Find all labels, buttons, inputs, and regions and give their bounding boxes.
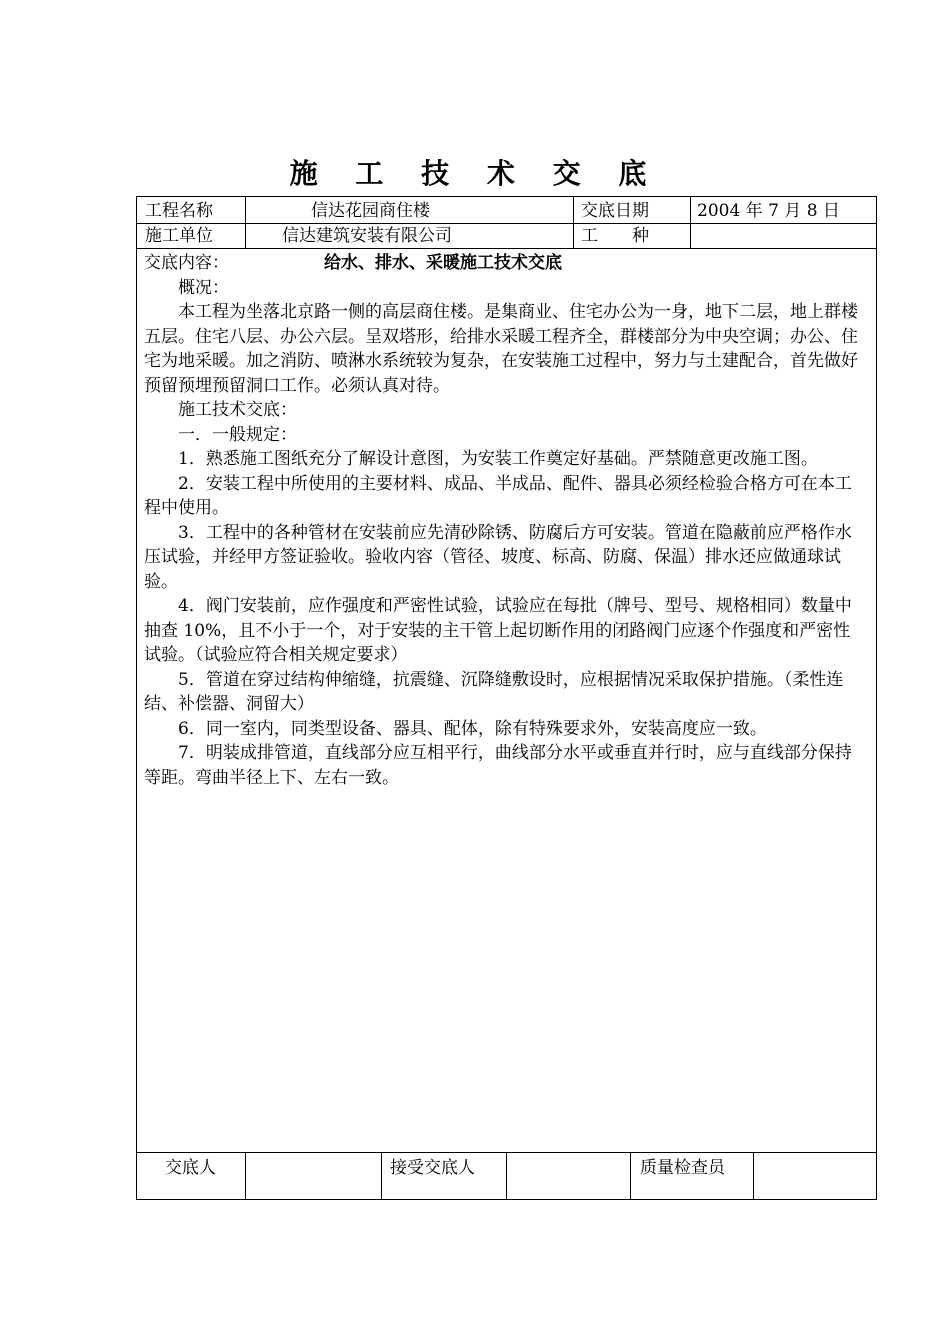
content-label: 交底内容：: [144, 253, 229, 273]
footer-col-2: [381, 1152, 382, 1200]
content-heading: 给水、排水、采暖施工技术交底: [324, 253, 562, 273]
row-divider-2: [136, 248, 877, 249]
footer-col-3: [506, 1152, 507, 1200]
tech-title: 施工技术交底：: [178, 400, 297, 420]
rule-item-3: 3．工程中的各种管材在安装前应先清砂除锈、防腐后方可安装。管道在隐蔽前应严格作水压试验，并经甲方签证验收。验收内容（管径、坡度、标高、防腐、保温）排水还应做通球试验。: [144, 522, 852, 592]
col-divider-1: [245, 196, 246, 248]
footer-col-1: [245, 1152, 246, 1200]
rule-item-6: 6．同一室内，同类型设备、器具、配体，除有特殊要求外，安装高度应一致。: [178, 718, 767, 739]
content-heading-row: [144, 251, 864, 276]
handover-label: 交底人: [165, 1158, 216, 1178]
date-value: 2004 年 7 月 8 日: [697, 201, 840, 221]
rule-item-4: 4．阀门安装前，应作强度和严密性试验，试验应在每批（牌号、型号、规格相同）数量中抽查 10%，且不小于一个，对于安装的主干管上起切断作用的闭路阀门应逐个作强度和严密性试验。（试验应符合相关规定要求）: [144, 596, 852, 665]
rule-item-2: 2．安装工程中所使用的主要材料、成品、半成品、配件、器具必须经检验合格方可在本工程中使用。: [144, 473, 852, 518]
project-name-value: 信达花园商住楼: [311, 201, 430, 221]
col-divider-2: [573, 196, 574, 248]
rule-item-1: 1．熟悉施工图纸充分了解设计意图，为安装工作奠定好基础。严禁随意更改施工图。: [178, 449, 818, 469]
footer-col-4: [630, 1152, 631, 1200]
overview-text: 本工程为坐落北京路一侧的高层商住楼。是集商业、住宅办公为一身，地下二层，地上群楼五层。住宅八层、办公六层。呈双塔形，给排水采暖工程齐全，群楼部分为中央空调；办公、住宅为地采暖。加之消防、喷淋水系统较为复杂，在安装施工过程中，努力与土建配合，首先做好预留预埋预留洞口工作。必须认真对待。: [144, 302, 858, 396]
document-title: 施 工 技 术 交 底: [289, 157, 661, 190]
receiver-label: 接受交底人: [390, 1158, 475, 1178]
footer-col-5: [753, 1152, 754, 1200]
unit-label: 施工单位: [145, 226, 213, 246]
date-label: 交底日期: [581, 201, 649, 221]
col-divider-3: [690, 196, 691, 248]
content-body: [144, 251, 864, 790]
rule-item-5: 5．管道在穿过结构伸缩缝，抗震缝、沉降缝敷设时，应根据情况采取保护措施。（柔性连结、补偿器、洞留大）: [144, 669, 844, 714]
trade-label: 工 种: [581, 226, 649, 246]
unit-value: 信达建筑安装有限公司: [282, 226, 452, 246]
inspector-label: 质量检查员: [640, 1158, 725, 1178]
overview-title: 概况：: [178, 277, 229, 298]
rule-item-7: 7．明装成排管道，直线部分应互相平行，曲线部分水平或垂直并行时，应与直线部分保持等距。弯曲半径上下、左右一致。: [144, 743, 852, 788]
project-name-label: 工程名称: [145, 201, 213, 221]
section-title: 一．一般规定：: [178, 424, 297, 445]
